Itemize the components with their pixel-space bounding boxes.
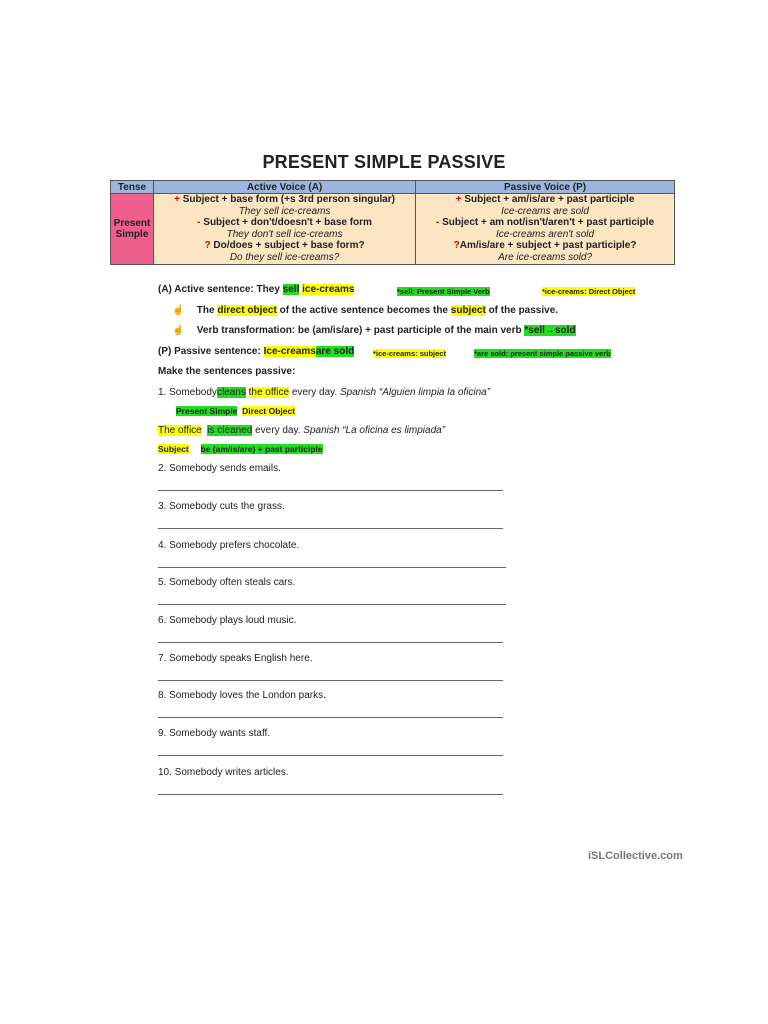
header-passive: Passive Voice (P) bbox=[416, 181, 675, 194]
answer-spanish: Spanish “La oficina es limpiada” bbox=[303, 425, 446, 436]
example-1-answer bbox=[158, 425, 445, 436]
answer-line[interactable] bbox=[158, 680, 503, 681]
exercise-10: 10. Somebody writes articles. bbox=[158, 767, 289, 778]
answer-subject-highlight: The office bbox=[158, 425, 202, 436]
ex1-spanish: Spanish “Alguien limpia la oficina” bbox=[339, 387, 491, 398]
sell-sold-highlight: *sell→sold bbox=[524, 325, 576, 336]
note-sell: *sell: Present Simple Verb bbox=[397, 287, 490, 296]
header-tense: Tense bbox=[111, 181, 154, 194]
active-negative-example: They don't sell ice-creams bbox=[226, 228, 343, 240]
passive-affirmative-example: Ice-creams are sold bbox=[501, 205, 589, 217]
passive-subject-highlight: Ice-creams bbox=[263, 346, 316, 357]
exercise-7: 7. Somebody speaks English here. bbox=[158, 653, 313, 664]
answer-post: every day. bbox=[255, 425, 301, 436]
answer-line[interactable] bbox=[158, 528, 503, 529]
passive-sentence-line bbox=[158, 346, 354, 357]
note-ice-creams-object: *ice-creams: Direct Object bbox=[542, 287, 636, 296]
answer-line[interactable] bbox=[158, 755, 503, 756]
bullet-direct-object bbox=[172, 305, 558, 316]
tense-line-2: Simple bbox=[115, 228, 149, 240]
note-are-sold: *are sold: present simple passive verb bbox=[474, 349, 611, 358]
exercise-4: 4. Somebody prefers chocolate. bbox=[158, 540, 300, 551]
answer-line[interactable] bbox=[158, 794, 503, 795]
active-sentence-label: (A) Active sentence: They bbox=[158, 284, 280, 295]
subject-highlight: subject bbox=[450, 305, 486, 316]
active-affirmative-rule: Subject + base form (+s 3rd person singular) bbox=[182, 194, 395, 205]
exercise-6: 6. Somebody plays loud music. bbox=[158, 615, 297, 626]
ex1-post: every day. bbox=[291, 387, 338, 398]
tag-direct-object: Direct Object bbox=[242, 406, 296, 416]
example-1-sentence bbox=[158, 387, 490, 398]
passive-negative-rule: Subject + am not/isn't/aren't + past participle bbox=[442, 217, 655, 229]
exercise-8: 8. Somebody loves the London parks. bbox=[158, 690, 326, 701]
active-verb-highlight: sell bbox=[282, 284, 300, 295]
exercise-2: 2. Somebody sends emails. bbox=[158, 463, 281, 474]
example-1-tags bbox=[176, 406, 295, 416]
ex1-pre: 1. Somebody bbox=[158, 387, 217, 398]
bullet2-text: Verb transformation: be (am/is/are) + past participle of the main verb bbox=[196, 325, 522, 336]
bullet1-post: of the passive. bbox=[488, 305, 559, 316]
answer-line[interactable] bbox=[158, 717, 503, 718]
tag-be-past-participle: be (am/is/are) + past participle bbox=[200, 444, 323, 454]
question-symbol: ? bbox=[204, 240, 211, 252]
tense-line-1: Present bbox=[113, 217, 151, 229]
answer-verb-highlight: is cleaned bbox=[207, 425, 253, 436]
answer-line[interactable] bbox=[158, 642, 503, 643]
instruction: Make the sentences passive: bbox=[158, 366, 296, 377]
exercise-5: 5. Somebody often steals cars. bbox=[158, 577, 296, 588]
question-symbol: ? bbox=[453, 240, 460, 252]
plus-symbol: + bbox=[174, 194, 180, 205]
passive-question-example: Are ice-creams sold? bbox=[498, 251, 593, 263]
header-active: Active Voice (A) bbox=[154, 181, 416, 194]
minus-symbol: - bbox=[197, 217, 201, 229]
bullet-verb-transformation bbox=[172, 325, 576, 336]
minus-symbol: - bbox=[435, 217, 440, 229]
passive-affirmative-rule: Subject + am/is/are + past participle bbox=[464, 194, 635, 205]
page-title: PRESENT SIMPLE PASSIVE bbox=[262, 152, 506, 172]
active-affirmative-example: They sell ice-creams bbox=[238, 205, 331, 217]
exercise-3: 3. Somebody cuts the grass. bbox=[158, 501, 285, 512]
pointing-hand-icon: ☝ bbox=[172, 305, 185, 316]
active-question-rule: Do/does + subject + base form? bbox=[213, 240, 365, 252]
active-negative-rule: Subject + don't/doesn't + base form bbox=[203, 217, 372, 229]
active-sentence-line bbox=[158, 284, 354, 295]
passive-question-rule: Am/is/are + subject + past participle? bbox=[459, 240, 637, 252]
answer-line[interactable] bbox=[158, 490, 503, 491]
plus-symbol: + bbox=[455, 194, 462, 205]
pointing-hand-icon: ☝ bbox=[172, 325, 185, 336]
exercise-9: 9. Somebody wants staff. bbox=[158, 728, 271, 739]
tag-subject: Subject bbox=[158, 444, 189, 454]
bullet1-pre: The bbox=[196, 305, 215, 316]
ex1-verb-highlight: cleans bbox=[216, 387, 246, 398]
note-ice-creams-subject: *ice-creams: subject bbox=[373, 349, 446, 358]
active-object-highlight: ice-creams bbox=[302, 284, 355, 295]
passive-negative-example: Ice-creams aren't sold bbox=[496, 228, 595, 240]
direct-object-highlight: direct object bbox=[217, 305, 277, 316]
passive-verb-highlight: are sold bbox=[315, 346, 355, 357]
answer-line[interactable] bbox=[158, 604, 506, 605]
tag-present-simple: Present Simple bbox=[176, 406, 238, 416]
passive-sentence-label: (P) Passive sentence: bbox=[158, 346, 261, 357]
answer-line[interactable] bbox=[158, 567, 506, 568]
active-question-example: Do they sell ice-creams? bbox=[229, 251, 340, 263]
watermark-logo: iSLCollective.com bbox=[588, 850, 683, 862]
example-1-answer-tags bbox=[158, 444, 323, 454]
ex1-object-highlight: the office bbox=[248, 387, 290, 398]
bullet1-mid: of the active sentence becomes the bbox=[279, 305, 448, 316]
